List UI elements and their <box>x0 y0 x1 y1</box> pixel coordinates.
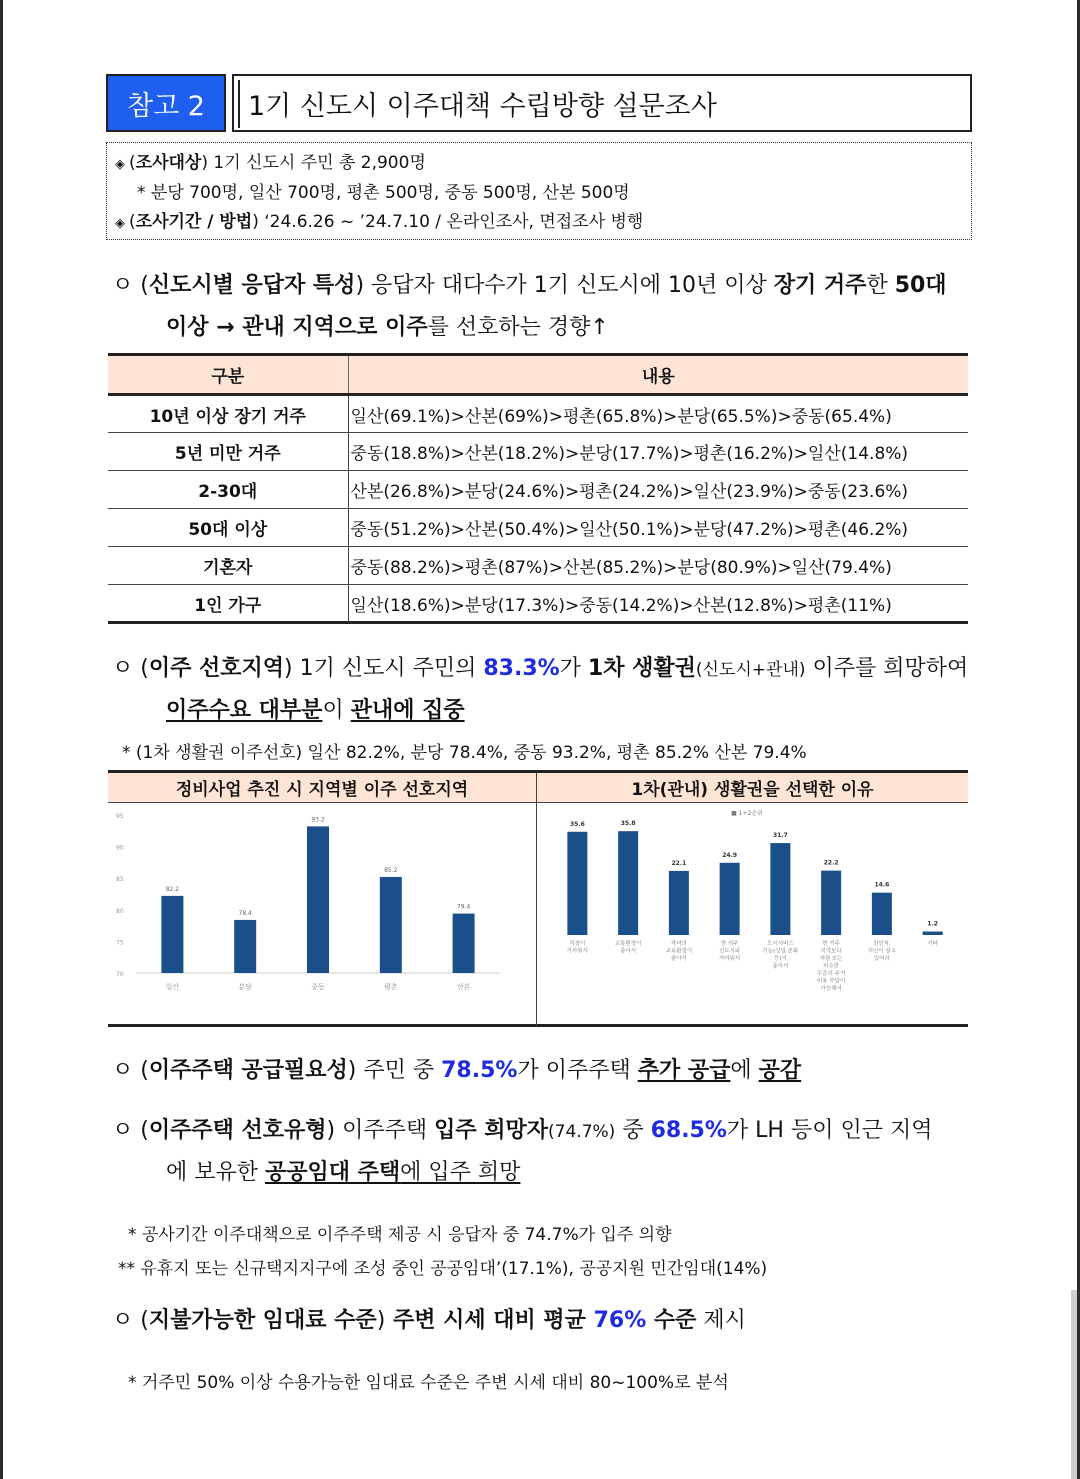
x-tick-label: 산본 <box>456 983 471 991</box>
respondent-traits-table <box>108 353 968 624</box>
x-tick-label: 직장이 가까워서 <box>566 941 589 955</box>
bar <box>821 871 841 935</box>
bar <box>380 877 402 973</box>
row-label: 50대 이상 <box>108 509 348 547</box>
reference-badge: 참고 2 <box>106 74 226 132</box>
page-edge-left <box>0 0 3 1479</box>
bar <box>669 871 689 935</box>
bar <box>618 831 638 935</box>
table-row <box>108 433 968 471</box>
region-preference-chart <box>108 807 504 997</box>
data-label: 22.1 <box>671 859 687 867</box>
bar <box>567 832 587 935</box>
data-label: 93.2 <box>311 816 325 824</box>
x-tick-label: 분당 <box>238 983 252 991</box>
section-supply-need: ㅇ (이주주택 공급필요성) 주민 중 78.5%가 이주주택 추가 공급에 공감 <box>112 1058 802 1083</box>
x-tick-label: 자녀의 교육환경이 좋아서 <box>665 941 693 962</box>
data-label: 78.4 <box>238 909 252 917</box>
data-label: 35.6 <box>569 820 585 828</box>
survey-period-key: 조사기간 / 방법 <box>135 212 253 232</box>
charts-panel <box>108 770 968 1027</box>
bar <box>770 843 790 935</box>
diamond-icon: ◈ <box>115 216 125 231</box>
survey-target-text: 1기 신도시 주민 총 2,900명 <box>207 153 426 173</box>
survey-target-key: 조사대상 <box>135 153 202 173</box>
table-row <box>108 395 968 433</box>
x-tick-label: 현 거주 신도시와 가까워서 <box>718 941 741 962</box>
section-key: 이주 선호지역 <box>148 656 285 681</box>
bar <box>307 826 329 973</box>
row-label: 기혼자 <box>108 547 348 585</box>
row-value: 중동(18.8%)>산본(18.2%)>분당(17.7%)>평촌(16.2%)>일산(14.8%) <box>348 433 968 471</box>
section-key: 이주주택 선호유형 <box>148 1118 327 1143</box>
highlight-percent: 76% <box>593 1308 647 1333</box>
section-preferred-region: ㅇ (이주 선호지역) 1기 신도시 주민의 83.3%가 1차 생활권(신도시+관내) 이주를 희망하여 <box>112 656 969 681</box>
x-tick-label: 교통환경이 좋아서 <box>614 941 642 955</box>
section-respondent-traits-cont: 이상 → 관내 지역으로 이주를 선호하는 경향↑ <box>166 315 609 340</box>
table-header-row <box>108 355 968 395</box>
section-respondent-traits: ㅇ (신도시별 응답자 특성) 응답자 대다수가 1기 신도시에 10년 이상 장기 거주한 50대 <box>112 273 947 298</box>
x-tick-label: 도시서비스 기능(상업·문화 등)이 좋아서 <box>762 941 799 970</box>
y-tick-label: 75 <box>116 939 124 947</box>
bar <box>872 893 892 935</box>
data-label: 82.2 <box>165 885 180 893</box>
bar <box>923 932 943 935</box>
table-row <box>108 547 968 585</box>
preferred-type-note-2: ** 유휴지 또는 신규택지지구에 조성 중인 공공임대’(17.1%), 공공지원 민간임대(14%) <box>118 1259 768 1279</box>
page-title: 1기 신도시 이주대책 수립방향 설문조사 <box>232 74 972 132</box>
row-value: 중동(51.2%)>산본(50.4%)>일산(50.1%)>분당(47.2%)>평촌(46.2%) <box>348 509 968 547</box>
chart-divider <box>536 773 537 1027</box>
highlight-percent: 68.5% <box>650 1118 727 1143</box>
x-tick-label: 현 거주 지역보다 저렴 또는 비슷한 수준의 주거 비용 부담이 가능해서 <box>816 941 846 992</box>
chart-title: 정비사업 추진 시 지역별 이주 선호지역 <box>108 773 536 803</box>
y-tick-label: 95 <box>116 813 124 820</box>
section-preferred-type: ㅇ (이주주택 선호유형) 이주주택 입주 희망자(74.7%) 중 68.5%가 LH 등이 인근 지역 <box>112 1118 933 1143</box>
scroll-shadow <box>1071 1290 1077 1479</box>
x-tick-label: 기타 <box>927 941 938 947</box>
bar <box>234 920 256 973</box>
table-row <box>108 471 968 509</box>
bar <box>453 914 475 973</box>
legend-entry: ■ 1+2순위 <box>731 810 763 817</box>
section-key: 신도시별 응답자 특성 <box>148 273 356 298</box>
highlight-percent: 78.5% <box>441 1058 518 1083</box>
section-preferred-region-cont: 이주수요 대부분이 관내에 집중 <box>166 698 465 723</box>
row-value: 일산(69.1%)>산본(69%)>평촌(65.8%)>분당(65.5%)>중동(65.4%) <box>348 395 968 433</box>
diamond-icon: ◈ <box>115 157 125 172</box>
x-tick-label: 중동 <box>311 983 325 991</box>
table-row <box>108 509 968 547</box>
section-affordable-rent: ㅇ (지불가능한 임대료 수준) 주변 시세 대비 평균 76% 수준 제시 <box>112 1308 746 1333</box>
y-tick-label: 90 <box>116 844 124 852</box>
data-label: 35.8 <box>620 820 636 828</box>
survey-info-box <box>106 142 972 240</box>
survey-target-line: ◈ (조사대상) 1기 신도시 주민 총 2,900명 <box>115 153 426 173</box>
section-preferred-type-cont: 에 보유한 공공임대 주택에 입주 희망 <box>166 1160 521 1185</box>
data-label: 14.6 <box>874 881 890 889</box>
data-label: 31.7 <box>772 832 788 840</box>
column-header: 구분 <box>108 355 348 395</box>
data-label: 1.2 <box>927 920 938 928</box>
row-label: 2-30대 <box>108 471 348 509</box>
y-tick-label: 85 <box>116 876 124 884</box>
x-tick-label: 친인척, 지인이 살고 있어서 <box>867 941 897 962</box>
bar <box>720 863 740 935</box>
data-label: 85.2 <box>384 866 398 874</box>
survey-breakdown-line: * 분당 700명, 일산 700명, 평촌 500명, 중동 500명, 산본 500명 <box>137 183 630 203</box>
row-value: 일산(18.6%)>분당(17.3%)>중동(14.2%)>산본(12.8%)>평촌(11%) <box>348 585 968 623</box>
data-label: 24.9 <box>722 851 738 859</box>
data-label: 79.4 <box>456 903 471 911</box>
row-value: 중동(88.2%)>평촌(87%)>산본(85.2%)>분당(80.9%)>일산(79.4%) <box>348 547 968 585</box>
data-label: 22.2 <box>823 859 839 867</box>
bar <box>161 896 183 973</box>
row-label: 1인 가구 <box>108 585 348 623</box>
table-row <box>108 585 968 623</box>
x-tick-label: 일산 <box>165 983 180 991</box>
column-header: 내용 <box>348 355 968 395</box>
row-value: 산본(26.8%)>분당(24.6%)>평촌(24.2%)>일산(23.9%)>중동(23.6%) <box>348 471 968 509</box>
section-key: 지불가능한 임대료 수준 <box>148 1308 377 1333</box>
section-key: 이주주택 공급필요성 <box>148 1058 348 1083</box>
preferred-type-note-1: * 공사기간 이주대책으로 이주주택 제공 시 응답자 중 74.7%가 입주 의향 <box>128 1225 672 1245</box>
reason-chart <box>540 805 964 1027</box>
x-tick-label: 평촌 <box>384 983 398 991</box>
preferred-region-note: * (1차 생활권 이주선호) 일산 82.2%, 분당 78.4%, 중동 93.2%, 평촌 85.2% 산본 79.4% <box>122 743 807 763</box>
survey-period-line: ◈ (조사기간 / 방법) ‘24.6.26 ~ ’24.7.10 / 온라인조사, 면접조사 병행 <box>115 212 644 232</box>
y-tick-label: 70 <box>116 971 124 978</box>
chart-title: 1차(관내) 생활권을 선택한 이유 <box>537 773 968 803</box>
row-label: 10년 이상 장기 거주 <box>108 395 348 433</box>
highlight-percent: 83.3% <box>483 656 560 681</box>
reference-header <box>106 74 972 132</box>
y-tick-label: 80 <box>116 907 124 915</box>
survey-period-text: ‘24.6.26 ~ ’24.7.10 / 온라인조사, 면접조사 병행 <box>258 212 644 232</box>
row-label: 5년 미만 거주 <box>108 433 348 471</box>
affordable-rent-note: * 거주민 50% 이상 수용가능한 임대료 수준은 주변 시세 대비 80~100%로 분석 <box>128 1373 729 1393</box>
